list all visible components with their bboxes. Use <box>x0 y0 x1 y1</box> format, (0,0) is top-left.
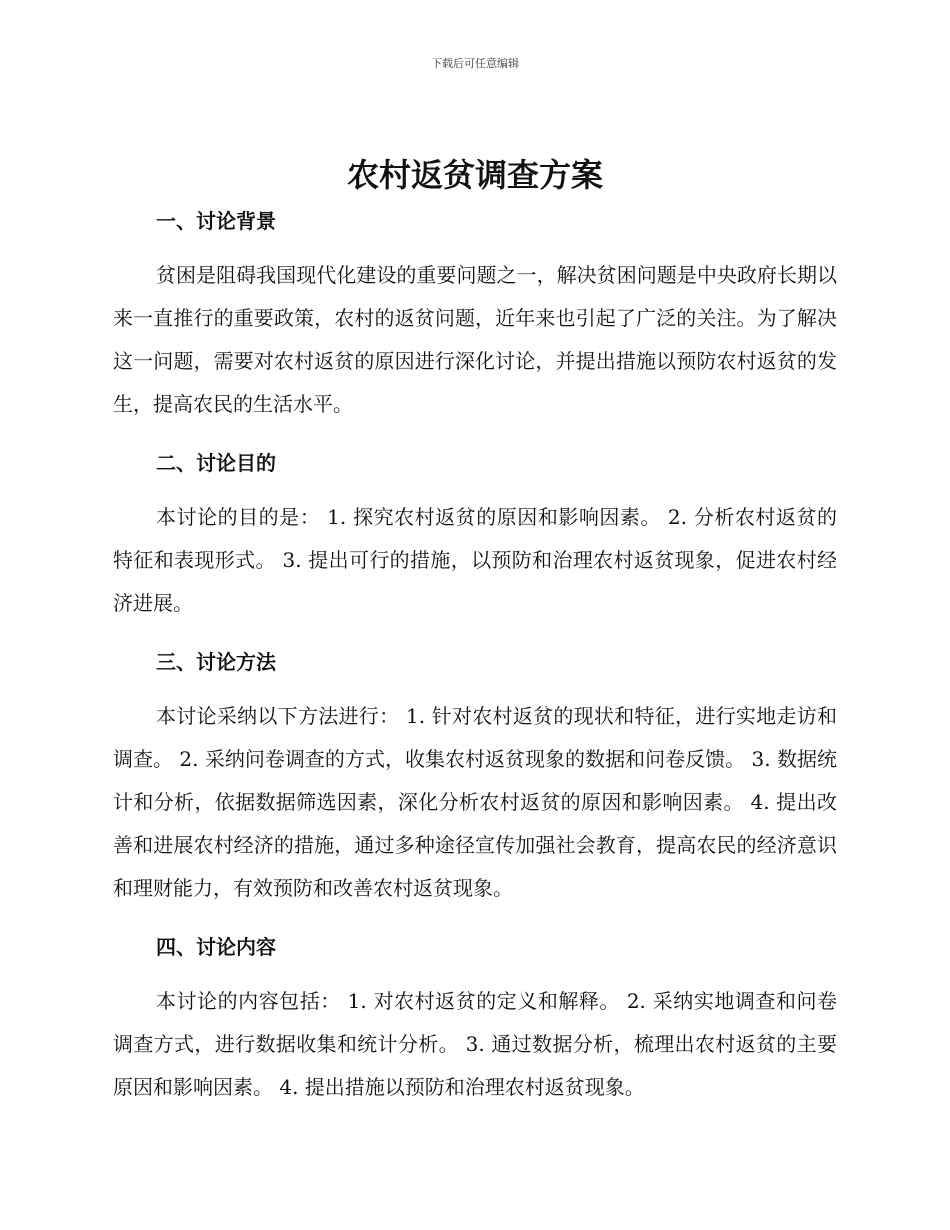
section-paragraph: 本讨论的目的是： 1. 探究农村返贫的原因和影响因素。 2. 分析农村返贫的特征和表现形式。 3. 提出可行的措施，以预防和治理农村返贫现象，促进农村经济进展。 <box>113 505 837 615</box>
section-heading: 三、讨论方法 <box>156 650 276 674</box>
section-heading: 一、讨论背景 <box>156 209 276 233</box>
header-note: 下载后可任意编辑 <box>431 57 519 70</box>
section-purpose <box>113 446 837 625</box>
section-background <box>113 204 837 426</box>
section-paragraph: 贫困是阻碍我国现代化建设的重要问题之一，解决贫困问题是中央政府长期以来一直推行的重要政策，农村的返贫问题，近年来也引起了广泛的关注。为了解决这一问题，需要对农村返贫的原因进行深化讨论，并提出措施以预防农村返贫的发生，提高农民的生活水平。 <box>113 263 837 416</box>
section-heading: 四、讨论内容 <box>156 935 276 959</box>
document-content <box>113 204 837 1109</box>
document-title: 农村返贫调查方案 <box>346 156 603 194</box>
section-paragraph: 本讨论的内容包括： 1. 对农村返贫的定义和解释。 2. 采纳实地调查和问卷调查方式，进行数据收集和统计分析。 3. 通过数据分析，梳理出农村返贫的主要原因和影响因素。 4. 提出措施以预防和治理农村返贫现象。 <box>113 989 837 1099</box>
section-method <box>113 645 837 910</box>
section-heading: 二、讨论目的 <box>156 451 276 475</box>
section-paragraph: 本讨论采纳以下方法进行： 1. 针对农村返贫的现状和特征，进行实地走访和调查。 2. 采纳问卷调查的方式，收集农村返贫现象的数据和问卷反馈。 3. 数据统计和分析，依据数据筛选因素，深化分析农村返贫的原因和影响因素。 4. 提出改善和进展农村经济的措施，通过多种途径宣传加强社会教育，提高农民的经济意识和理财能力，有效预防和改善农村返贫现象。 <box>113 704 837 900</box>
section-content <box>113 930 837 1109</box>
